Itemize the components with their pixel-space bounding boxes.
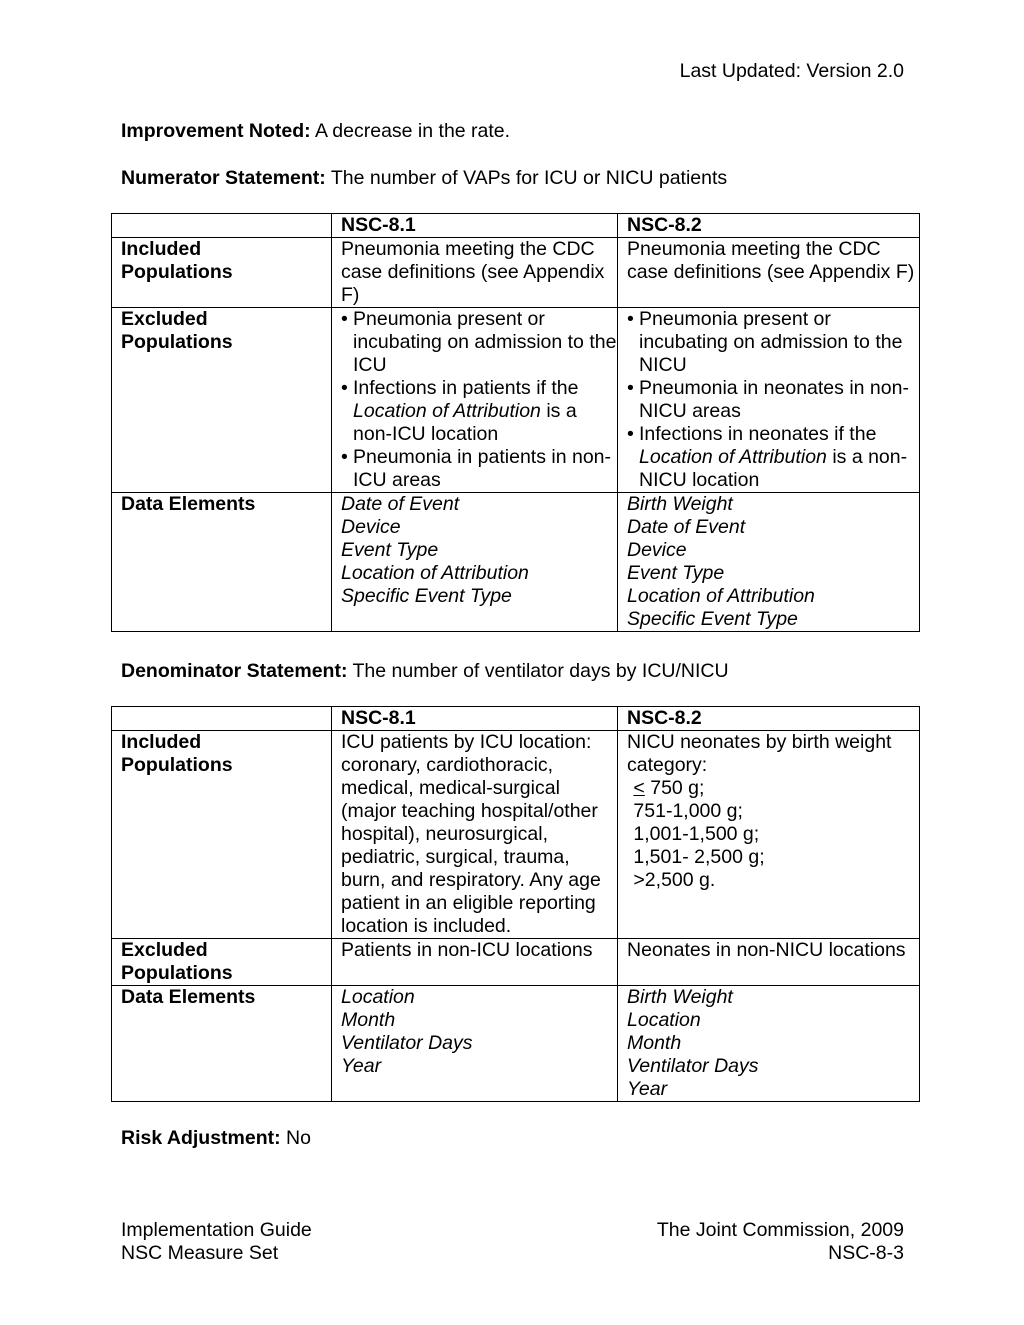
- table-cell-empty: [112, 707, 332, 731]
- page-number: NSC-8-3: [828, 1242, 904, 1264]
- column-header-nsc-8-2: NSC-8.2: [618, 214, 920, 238]
- footer-copyright: The Joint Commission, 2009: [656, 1219, 904, 1241]
- weight-category: < 750 g;: [633, 777, 705, 799]
- list-item: • Pneumonia present or incubating on admission to the NICU: [627, 308, 919, 377]
- weight-category: 751-1,000 g;: [633, 800, 743, 822]
- denominator-label: Denominator Statement:: [121, 660, 348, 682]
- table-cell: [332, 986, 618, 1102]
- table-cell: [618, 986, 920, 1102]
- data-element: Event Type: [627, 562, 725, 584]
- weight-category-intro: NICU neonates by birth weight category:: [627, 731, 892, 776]
- denominator-text: The number of ventilator days by ICU/NICU: [347, 660, 729, 682]
- table-row: [112, 939, 920, 986]
- row-header-data-elements: Data Elements: [112, 493, 332, 632]
- footer-guide-title: Implementation Guide: [121, 1219, 312, 1241]
- risk-text: No: [280, 1127, 311, 1149]
- table-cell: ICU patients by ICU location: coronary, cardiothoracic, medical, medical-surgical (major teaching hospital/other hospital), neurosurgical, pediatric, surgical, trauma, burn, and respiratory. Any age patient in an eligible reporting location is included.: [332, 731, 618, 939]
- data-element: Ventilator Days: [341, 1032, 473, 1054]
- list-item: • Infections in patients if the Location of Attribution is a non-ICU location: [341, 377, 617, 446]
- improvement-text: A decrease in the rate.: [310, 120, 511, 142]
- table-cell: Pneumonia meeting the CDC case definitions (see Appendix F): [332, 238, 618, 308]
- risk-label: Risk Adjustment:: [121, 1127, 281, 1149]
- table-cell: [332, 308, 618, 493]
- data-element: Specific Event Type: [341, 585, 512, 607]
- numerator-statement: [121, 167, 921, 190]
- table-row: [112, 986, 920, 1102]
- data-element: Device: [341, 516, 401, 538]
- row-header-excluded-populations: Excluded Populations: [112, 939, 332, 986]
- weight-category: 1,501- 2,500 g;: [633, 846, 765, 868]
- table-cell: Pneumonia meeting the CDC case definitions (see Appendix F): [618, 238, 920, 308]
- risk-adjustment: [121, 1127, 921, 1150]
- denominator-statement: [121, 660, 921, 683]
- data-element: Ventilator Days: [627, 1055, 759, 1077]
- row-header-excluded-populations: Excluded Populations: [112, 308, 332, 493]
- table-row: [112, 238, 920, 308]
- table-row: [112, 493, 920, 632]
- footer-right: [604, 1219, 904, 1265]
- table-cell: Patients in non-ICU locations: [332, 939, 618, 986]
- improvement-noted: [121, 120, 921, 143]
- footer-left: [121, 1219, 312, 1265]
- table-row: [112, 731, 920, 939]
- list-item: • Pneumonia in patients in non-ICU areas: [341, 446, 617, 492]
- list-item: • Pneumonia present or incubating on admission to the ICU: [341, 308, 617, 377]
- table-row: [112, 308, 920, 493]
- footer-measure-set: NSC Measure Set: [121, 1242, 279, 1264]
- data-element: Birth Weight: [627, 493, 733, 515]
- table-cell-empty: [112, 214, 332, 238]
- row-header-included-populations: Included Populations: [112, 238, 332, 308]
- version-label: Last Updated: Version 2.0: [679, 60, 904, 82]
- list-item: • Infections in neonates if the Location of Attribution is a non-NICU location: [627, 423, 919, 492]
- data-element: Location of Attribution: [341, 562, 529, 584]
- data-element: Date of Event: [627, 516, 746, 538]
- weight-category: >2,500 g.: [633, 869, 716, 891]
- data-element: Location: [341, 986, 415, 1008]
- data-element: Location: [627, 1009, 701, 1031]
- row-header-data-elements: Data Elements: [112, 986, 332, 1102]
- column-header-nsc-8-2: NSC-8.2: [618, 707, 920, 731]
- table-row: [112, 214, 920, 238]
- data-element: Year: [341, 1055, 382, 1077]
- table-cell: Neonates in non-NICU locations: [618, 939, 920, 986]
- denominator-table: [111, 706, 920, 1102]
- data-element: Month: [341, 1009, 396, 1031]
- column-header-nsc-8-1: NSC-8.1: [332, 214, 618, 238]
- data-element: Month: [627, 1032, 682, 1054]
- bullet-list: [341, 308, 617, 492]
- weight-category: 1,001-1,500 g;: [633, 823, 760, 845]
- table-cell: [618, 308, 920, 493]
- column-header-nsc-8-1: NSC-8.1: [332, 707, 618, 731]
- table-row: [112, 707, 920, 731]
- data-element: Location of Attribution: [627, 585, 815, 607]
- data-element: Event Type: [341, 539, 439, 561]
- numerator-text: The number of VAPs for ICU or NICU patients: [325, 167, 728, 189]
- improvement-label: Improvement Noted:: [121, 120, 311, 142]
- table-cell: [332, 493, 618, 632]
- data-element: Year: [627, 1078, 668, 1100]
- list-item: • Pneumonia in neonates in non-NICU areas: [627, 377, 919, 423]
- bullet-list: [627, 308, 919, 492]
- table-cell: [618, 493, 920, 632]
- numerator-table: [111, 213, 920, 632]
- data-element: Date of Event: [341, 493, 460, 515]
- table-cell: [618, 731, 920, 939]
- data-element: Device: [627, 539, 687, 561]
- data-element: Specific Event Type: [627, 608, 798, 630]
- data-element: Birth Weight: [627, 986, 733, 1008]
- row-header-included-populations: Included Populations: [112, 731, 332, 939]
- numerator-label: Numerator Statement:: [121, 167, 326, 189]
